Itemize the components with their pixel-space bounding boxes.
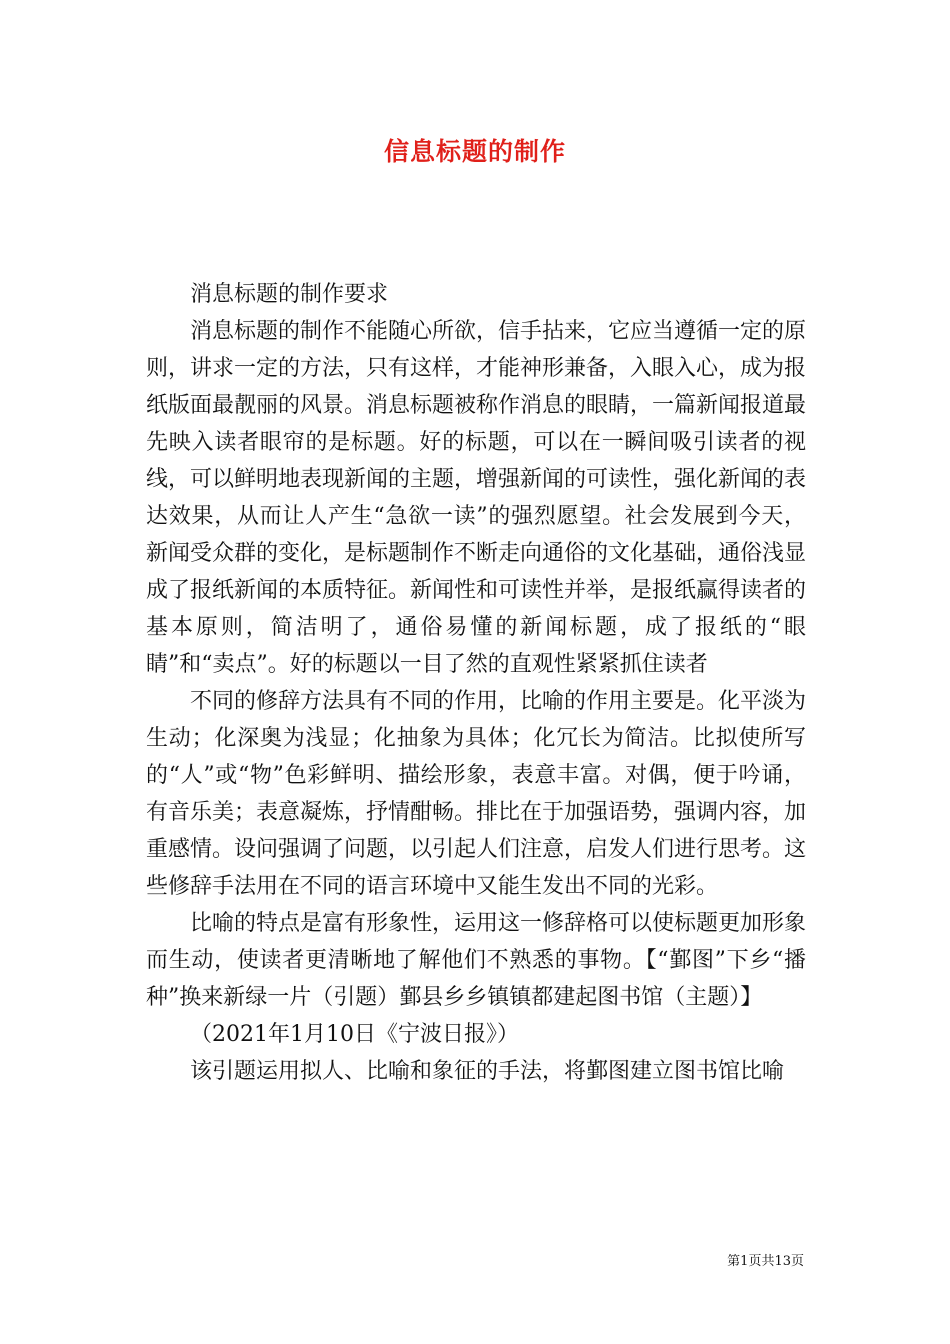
paragraph: 该引题运用拟人、比喻和象征的手法，将鄞图建立图书馆比喻 xyxy=(190,1059,785,1084)
paragraph-citation: （2021年1月10日《宁波日报》） xyxy=(190,1022,519,1047)
document-body xyxy=(146,276,806,1090)
paragraph: 消息标题的制作不能随心所欲，信手拈来，它应当遵循一定的原则，讲求一定的方法，只有这样，才能神形兼备，入眼入心，成为报纸版面最靓丽的风景。消息标题被称作消息的眼睛，一篇新闻报道最先映入读者眼帘的是标题。好的标题，可以在一瞬间吸引读者的视线，可以鲜明地表现新闻的主题，增强新闻的可读性，强化新闻的表达效果，从而让人产生“急欲一读”的强烈愿望。社会发展到今天，新闻受众群的变化，是标题制作不断走向通俗的文化基础，通俗浅显成了报纸新闻的本质特征。新闻性和可读性并举，是报纸赢得读者的基本原则，简洁明了，通俗易懂的新闻标题，成了报纸的“眼睛”和“卖点”。好的标题以一目了然的直观性紧紧抓住读者 xyxy=(146,319,807,677)
paragraph-heading: 消息标题的制作要求 xyxy=(190,282,389,307)
paragraph: 比喻的特点是富有形象性，运用这一修辞格可以使标题更加形象而生动，使读者更清晰地了解他们不熟悉的事物。【“鄞图”下乡“播种”换来新绿一片（引题）鄞县乡乡镇镇都建起图书馆（主题）】 xyxy=(146,911,807,1010)
document-title: 信息标题的制作 xyxy=(383,137,566,166)
paragraph: 不同的修辞方法具有不同的作用，比喻的作用主要是。化平淡为生动；化深奥为浅显；化抽象为具体；化冗长为简洁。比拟使所写的“人”或“物”色彩鲜明、描绘形象，表意丰富。对偶，便于吟诵，有音乐美；表意凝炼，抒情酣畅。排比在于加强语势，强调内容，加重感情。设问强调了问题，以引起人们注意，启发人们进行思考。这些修辞手法用在不同的语言环境中又能生发出不同的光彩。 xyxy=(146,689,807,899)
page-number: 第1页共13页 xyxy=(727,1254,804,1269)
